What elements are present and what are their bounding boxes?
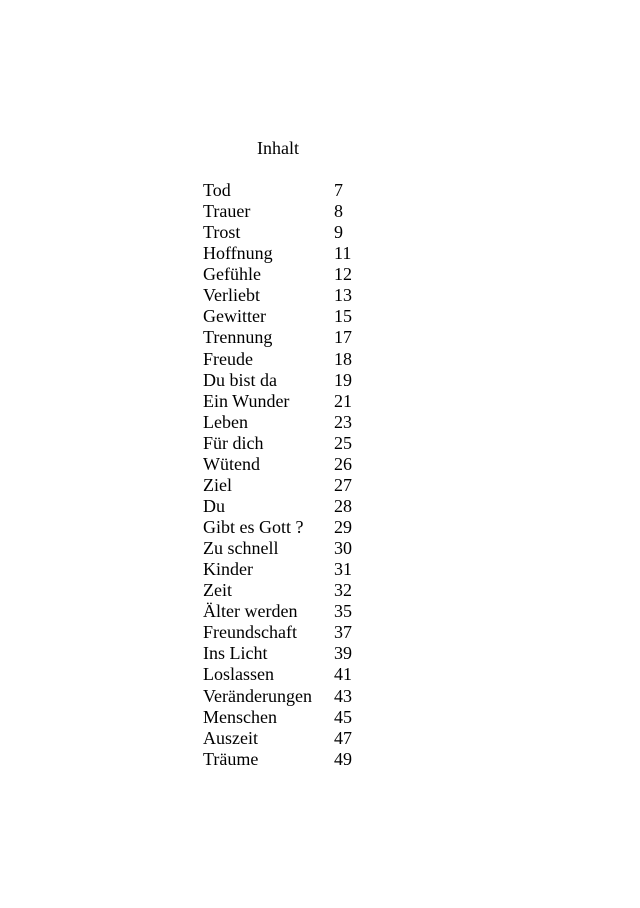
toc-entry-title: Ziel (203, 474, 232, 495)
toc-entry-title: Zu schnell (203, 538, 279, 559)
toc-entry-page: 12 (334, 264, 352, 285)
toc-entry-page: 21 (334, 390, 352, 411)
toc-entry-page: 47 (334, 727, 352, 748)
toc-entry-title: Verliebt (203, 285, 260, 306)
toc-entry-title: Hoffnung (203, 243, 273, 264)
toc-entry-page: 15 (334, 306, 352, 327)
toc-entry-page: 17 (334, 327, 352, 348)
toc-entry-title: Kinder (203, 559, 253, 580)
toc-entry-title: Du (203, 495, 225, 516)
toc-entry (203, 707, 374, 728)
toc-entry-title: Trauer (203, 201, 251, 222)
toc-entry (203, 728, 374, 749)
toc-entry-title: Ein Wunder (203, 390, 290, 411)
toc-entry (203, 412, 374, 433)
toc-entry-title: Ins Licht (203, 643, 268, 664)
toc-entry (203, 243, 374, 264)
toc-entry-page: 35 (334, 601, 352, 622)
toc-entry-title: Zeit (203, 580, 232, 601)
toc-entry (203, 222, 374, 243)
toc-entry-title: Menschen (203, 706, 277, 727)
toc-entry-title: Gefühle (203, 264, 261, 285)
toc-entry-title: Loslassen (203, 664, 274, 685)
toc-entry (203, 370, 374, 391)
toc-entry (203, 475, 374, 496)
toc-entry (203, 664, 374, 685)
toc-entry-title: Tod (203, 180, 231, 200)
toc-entry (203, 327, 374, 348)
toc-entry (203, 749, 374, 770)
toc-entry (203, 349, 374, 370)
table-of-contents (203, 180, 374, 770)
toc-entry (203, 517, 374, 538)
toc-entry-page: 30 (334, 538, 352, 559)
toc-entry-page: 9 (334, 222, 343, 243)
toc-entry-title: Freundschaft (203, 622, 297, 643)
toc-entry-title: Auszeit (203, 727, 258, 748)
toc-entry-page: 7 (334, 180, 343, 200)
toc-entry-title: Freude (203, 348, 253, 369)
toc-entry (203, 622, 374, 643)
toc-entry (203, 496, 374, 517)
toc-entry (203, 201, 374, 222)
toc-entry-title: Trost (203, 222, 241, 243)
toc-entry (203, 433, 374, 454)
toc-entry-page: 43 (334, 685, 352, 706)
toc-entry-title: Träume (203, 748, 259, 769)
toc-entry (203, 180, 374, 201)
toc-entry (203, 580, 374, 601)
toc-entry-page: 31 (334, 559, 352, 580)
toc-entry-page: 23 (334, 411, 352, 432)
toc-entry (203, 391, 374, 412)
toc-entry (203, 643, 374, 664)
toc-entry-page: 19 (334, 369, 352, 390)
toc-entry-page: 25 (334, 432, 352, 453)
toc-entry-title: Wütend (203, 453, 260, 474)
toc-entry-title: Veränderungen (203, 685, 312, 706)
toc-entry-title: Gibt es Gott ? (203, 517, 304, 537)
toc-entry-page: 13 (334, 285, 352, 306)
toc-entry (203, 264, 374, 285)
toc-entry-page: 29 (334, 517, 352, 537)
toc-entry-title: Trennung (203, 327, 273, 348)
toc-entry-title: Für dich (203, 432, 264, 453)
toc-entry-page: 39 (334, 643, 352, 664)
toc-entry-title: Älter werden (203, 601, 298, 622)
toc-entry (203, 686, 374, 707)
toc-entry-page: 28 (334, 495, 352, 516)
toc-entry (203, 306, 374, 327)
toc-entry (203, 285, 374, 306)
toc-entry-page: 37 (334, 622, 352, 643)
toc-entry (203, 559, 374, 580)
toc-entry-page: 8 (334, 201, 343, 222)
toc-entry-title: Gewitter (203, 306, 266, 327)
toc-entry-title: Du bist da (203, 369, 277, 390)
toc-entry-page: 49 (334, 748, 352, 769)
toc-entry-page: 41 (334, 664, 352, 685)
toc-entry-title: Leben (203, 411, 248, 432)
toc-entry-page: 11 (334, 243, 352, 264)
toc-entry-page: 26 (334, 453, 352, 474)
toc-entry (203, 601, 374, 622)
toc-entry-page: 27 (334, 474, 352, 495)
toc-entry (203, 454, 374, 475)
page-title: Inhalt (257, 138, 299, 158)
toc-entry-page: 45 (334, 706, 352, 727)
toc-entry (203, 538, 374, 559)
toc-entry-page: 18 (334, 348, 352, 369)
toc-entry-page: 32 (334, 580, 352, 601)
